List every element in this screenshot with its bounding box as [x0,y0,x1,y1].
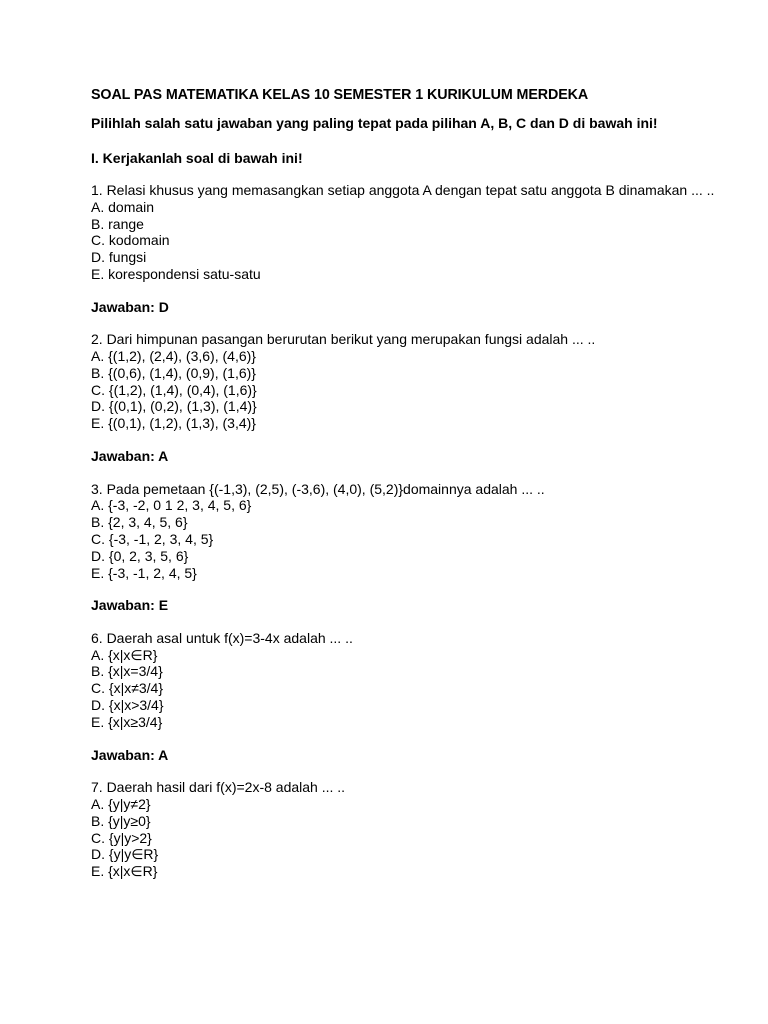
option-c: C. {x|x≠3/4} [91,680,164,697]
option-a: A. {x|x∈R} [91,646,158,663]
option-list [91,497,731,581]
question-text: 7. Daerah hasil dari f(x)=2x-8 adalah ... .. [91,779,346,796]
question-text: 3. Pada pemetaan {(-1,3), (2,5), (-3,6), (4,0), (5,2)}domainnya adalah ... .. [91,480,545,497]
option-list [91,796,731,880]
option-list [91,199,731,283]
option-e: E. {x|x≥3/4} [91,713,163,730]
option-b: B. range [91,215,144,232]
question-2 [91,331,731,432]
option-d: D. {y|y∈R} [91,846,159,863]
option-e: E. {x|x∈R} [91,863,158,880]
answer-6: Jawaban: A [91,746,169,763]
answer-1: Jawaban: D [91,298,169,315]
option-e: E. {(0,1), (1,2), (1,3), (3,4)} [91,415,256,432]
option-c: C. {-3, -1, 2, 3, 4, 5} [91,530,214,547]
question-7 [91,779,731,880]
option-b: B. {2, 3, 4, 5, 6} [91,514,188,531]
answer-3: Jawaban: E [91,597,169,614]
option-list [91,348,731,432]
option-c: C. kodomain [91,232,170,249]
question-text: 6. Daerah asal untuk f(x)=3-4x adalah ... .. [91,629,353,646]
question-3 [91,481,731,582]
instruction-text: Pilihlah salah satu jawaban yang paling tepat pada pilihan A, B, C dan D di bawah ini! [91,115,658,131]
option-c: C. {(1,2), (1,4), (0,4), (1,6)} [91,381,257,398]
question-text: 2. Dari himpunan pasangan berurutan berikut yang merupakan fungsi adalah ... .. [91,331,596,348]
answer-2: Jawaban: A [91,448,169,465]
option-d: D. {x|x>3/4} [91,697,164,714]
option-b: B. {(0,6), (1,4), (0,9), (1,6)} [91,364,256,381]
question-1 [91,182,731,283]
option-a: A. domain [91,198,155,215]
option-d: D. fungsi [91,249,147,266]
option-a: A. {y|y≠2} [91,795,151,812]
document-title: SOAL PAS MATEMATIKA KELAS 10 SEMESTER 1 KURIKULUM MERDEKA [91,87,589,103]
option-b: B. {x|x=3/4} [91,663,163,680]
option-list [91,647,731,731]
document-page [91,86,731,880]
option-d: D. {(0,1), (0,2), (1,3), (1,4)} [91,398,257,415]
option-e: E. {-3, -1, 2, 4, 5} [91,564,197,581]
option-a: A. {(1,2), (2,4), (3,6), (4,6)} [91,348,256,365]
question-text: 1. Relasi khusus yang memasangkan setiap anggota A dengan tepat satu anggota B dinamakan ... .. [91,182,715,198]
option-d: D. {0, 2, 3, 5, 6} [91,547,189,564]
option-c: C. {y|y>2} [91,829,152,846]
section-heading: I. Kerjakanlah soal di bawah ini! [91,149,303,166]
option-e: E. korespondensi satu-satu [91,265,261,282]
option-b: B. {y|y≥0} [91,812,151,829]
option-a: A. {-3, -2, 0 1 2, 3, 4, 5, 6} [91,497,252,514]
question-6 [91,630,731,731]
